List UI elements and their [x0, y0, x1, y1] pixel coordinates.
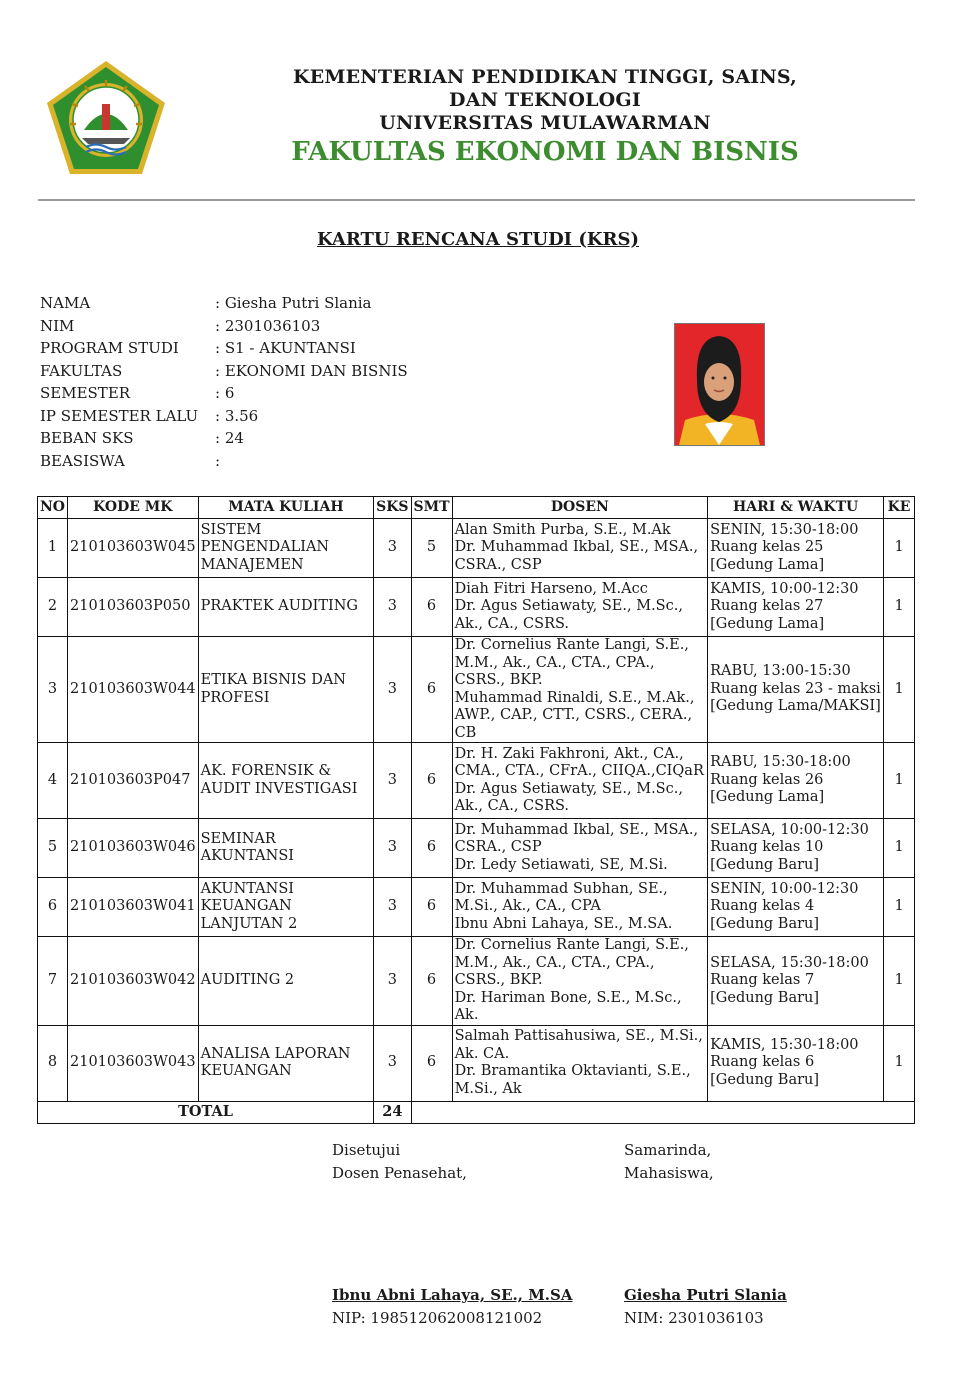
student-photo [674, 323, 765, 446]
cell-mata-kuliah: AK. FORENSIK & AUDIT INVESTIGASI [198, 743, 374, 819]
cell-kode: 210103603P050 [68, 578, 199, 637]
cell-mata-kuliah: AKUNTANSI KEUANGAN LANJUTAN 2 [198, 878, 374, 937]
schedule-room: Ruang kelas 10 [Gedung Baru] [710, 839, 824, 873]
schedule-room: Ruang kelas 26 [Gedung Lama] [710, 771, 825, 806]
cell-hari-waktu [708, 878, 884, 937]
cell-smt: 5 [411, 519, 452, 578]
cell-dosen [452, 637, 708, 743]
advisor-name: Ibnu Abni Lahaya, SE., M.SA [332, 1286, 573, 1304]
cell-sks: 3 [374, 878, 411, 937]
col-header-no: NO [38, 497, 68, 519]
cell-kode: 210103603W046 [68, 819, 199, 878]
university-seal-icon [44, 58, 168, 178]
cell-hari-waktu [708, 1025, 884, 1101]
table-row [38, 937, 915, 1026]
cell-hari-waktu [708, 819, 884, 878]
cell-smt: 6 [411, 937, 452, 1026]
student-role: Mahasiswa, [624, 1164, 714, 1182]
document-title: KARTU RENCANA STUDI (KRS) [316, 229, 639, 250]
info-value: : 6 [215, 384, 235, 402]
cell-sks: 3 [374, 519, 411, 578]
cell-no: 8 [38, 1025, 68, 1101]
cell-dosen [452, 1025, 708, 1101]
info-label: BEBAN SKS [40, 429, 134, 447]
cell-dosen [452, 519, 708, 578]
cell-sks: 3 [374, 937, 411, 1026]
table-row [38, 578, 915, 637]
student-nim: NIM: 2301036103 [624, 1309, 764, 1327]
col-header-smt: SMT [411, 497, 452, 519]
cell-sks: 3 [374, 1025, 411, 1101]
cell-hari-waktu [708, 743, 884, 819]
dosen-name: Muhammad Rinaldi, S.E., M.Ak., AWP., CAP., CTT., CSRS., CERA., CB [454, 689, 695, 741]
col-header-dosen: DOSEN [452, 497, 708, 519]
table-header-row [38, 497, 915, 519]
info-value: : 2301036103 [215, 316, 321, 335]
schedule-time: SELASA, 10:00-12:30 [710, 821, 869, 838]
cell-ke: 1 [884, 637, 915, 743]
sign-place: Samarinda, [624, 1141, 712, 1159]
dosen-name: Dr. Ledy Setiawati, SE, M.Si. [454, 856, 668, 873]
schedule-time: KAMIS, 10:00-12:30 [710, 580, 859, 597]
header-divider [38, 199, 915, 201]
info-label: NAMA [40, 294, 91, 312]
dosen-name: Ibnu Abni Lahaya, SE., M.SA. [454, 915, 673, 932]
cell-kode: 210103603W042 [68, 937, 199, 1026]
info-row-ip-semester [40, 405, 408, 428]
dosen-name: Dr. Muhammad Ikbal, SE., MSA., CSRA., CSP [454, 821, 699, 856]
dosen-name: Dr. H. Zaki Fakhroni, Akt., CA., CMA., CTA., CFrA., CIIQA.,CIQaR [454, 745, 704, 779]
info-label: SEMESTER [40, 384, 131, 402]
cell-ke: 1 [884, 1025, 915, 1101]
ministry-line-2: DAN TEKNOLOGI [449, 89, 641, 111]
cell-ke: 1 [884, 819, 915, 878]
cell-mata-kuliah: SEMINAR AKUNTANSI [198, 819, 374, 878]
cell-dosen [452, 819, 708, 878]
info-value: : 3.56 [215, 406, 259, 425]
cell-dosen [452, 578, 708, 637]
info-value: : [215, 451, 221, 470]
schedule-room: Ruang kelas 27 [Gedung Lama] [710, 598, 825, 632]
dosen-name: Dr. Bramantika Oktavianti, S.E., M.Si., Ak [454, 1063, 691, 1097]
cell-kode: 210103603W041 [68, 878, 199, 937]
table-row [38, 878, 915, 937]
schedule-room: Ruang kelas 4 [Gedung Baru] [710, 898, 820, 932]
info-value: : S1 - AKUNTANSI [215, 339, 356, 357]
info-row-program-studi [40, 337, 408, 360]
krs-table [37, 496, 915, 1124]
cell-ke: 1 [884, 878, 915, 937]
cell-ke: 1 [884, 937, 915, 1026]
advisor-signature-block [332, 1139, 467, 1185]
info-label: FAKULTAS [40, 361, 123, 380]
dosen-name: Alan Smith Purba, S.E., M.Ak [454, 521, 671, 538]
total-label: TOTAL [38, 1101, 374, 1123]
cell-mata-kuliah: ANALISA LAPORAN KEUANGAN [198, 1025, 374, 1101]
info-row-semester [40, 382, 408, 405]
cell-no: 6 [38, 878, 68, 937]
cell-smt: 6 [411, 819, 452, 878]
info-row-beban-sks [40, 427, 408, 450]
cell-smt: 6 [411, 878, 452, 937]
cell-no: 2 [38, 578, 68, 637]
col-header-mata-kuliah: MATA KULIAH [198, 497, 374, 519]
table-row [38, 637, 915, 743]
dosen-name: Dr. Muhammad Subhan, SE., M.Si., Ak., CA., CPA [454, 880, 668, 915]
dosen-name: Dr. Cornelius Rante Langi, S.E., M.M., Ak., CA., CTA., CPA., CSRS., BKP. [454, 637, 689, 688]
cell-mata-kuliah: SISTEM PENGENDALIAN MANAJEMEN [198, 519, 374, 578]
col-header-sks: SKS [374, 497, 411, 519]
advisor-nip: NIP: 198512062008121002 [332, 1309, 543, 1327]
col-header-hari-waktu: HARI & WAKTU [708, 497, 884, 519]
cell-smt: 6 [411, 637, 452, 743]
cell-dosen [452, 878, 708, 937]
col-header-kode: KODE MK [68, 497, 199, 519]
cell-kode: 210103603P047 [68, 743, 199, 819]
info-label: NIM [40, 316, 75, 335]
cell-dosen [452, 743, 708, 819]
info-row-nama [40, 292, 408, 315]
student-name-block [624, 1284, 787, 1330]
cell-ke: 1 [884, 519, 915, 578]
cell-mata-kuliah: PRAKTEK AUDITING [198, 578, 374, 637]
approval-label: Disetujui [332, 1141, 401, 1159]
cell-sks: 3 [374, 743, 411, 819]
dosen-name: Dr. Agus Setiawaty, SE., M.Sc., Ak., CA., CSRS. [454, 780, 683, 814]
total-sks: 24 [374, 1101, 411, 1123]
cell-no: 1 [38, 519, 68, 578]
cell-sks: 3 [374, 637, 411, 743]
schedule-room: Ruang kelas 23 - maksi [Gedung Lama/MAKSI] [710, 680, 881, 715]
ministry-line-1: KEMENTERIAN PENDIDIKAN TINGGI, SAINS, [293, 66, 797, 88]
info-value: : 24 [215, 429, 244, 447]
schedule-time: RABU, 13:00-15:30 [710, 663, 851, 680]
table-row [38, 1025, 915, 1101]
advisor-name-block [332, 1284, 573, 1330]
university-name: UNIVERSITAS MULAWARMAN [379, 112, 711, 134]
cell-smt: 6 [411, 578, 452, 637]
schedule-time: KAMIS, 15:30-18:00 [710, 1036, 859, 1053]
schedule-room: Ruang kelas 25 [Gedung Lama] [710, 539, 825, 573]
col-header-ke: KE [884, 497, 915, 519]
schedule-room: Ruang kelas 7 [Gedung Baru] [710, 972, 820, 1006]
student-signature-block [624, 1139, 714, 1185]
student-sign-name: Giesha Putri Slania [624, 1286, 787, 1304]
cell-hari-waktu [708, 937, 884, 1026]
dosen-name: Dr. Agus Setiawaty, SE., M.Sc., Ak., CA., CSRS. [454, 598, 683, 632]
total-row-filler [411, 1101, 914, 1123]
cell-no: 5 [38, 819, 68, 878]
info-row-fakultas [40, 360, 408, 383]
cell-dosen [452, 937, 708, 1026]
cell-kode: 210103603W044 [68, 637, 199, 743]
cell-kode: 210103603W043 [68, 1025, 199, 1101]
cell-mata-kuliah: ETIKA BISNIS DAN PROFESI [198, 637, 374, 743]
info-label: BEASISWA [40, 451, 125, 470]
schedule-time: SELASA, 15:30-18:00 [710, 954, 869, 971]
schedule-room: Ruang kelas 6 [Gedung Baru] [710, 1054, 820, 1088]
dosen-name: Dr. Hariman Bone, S.E., M.Sc., Ak. [454, 989, 682, 1023]
info-row-nim [40, 315, 408, 338]
cell-no: 7 [38, 937, 68, 1026]
cell-no: 3 [38, 637, 68, 743]
letterhead [290, 66, 800, 168]
dosen-name: Diah Fitri Harseno, M.Acc [454, 580, 648, 597]
faculty-name: FAKULTAS EKONOMI DAN BISNIS [291, 137, 799, 167]
schedule-time: SENIN, 10:00-12:30 [710, 880, 859, 897]
info-label: PROGRAM STUDI [40, 339, 179, 357]
dosen-name: Dr. Cornelius Rante Langi, S.E., M.M., Ak., CA., CTA., CPA., CSRS., BKP. [454, 937, 689, 988]
cell-sks: 3 [374, 819, 411, 878]
cell-kode: 210103603W045 [68, 519, 199, 578]
info-label: IP SEMESTER LALU [40, 406, 199, 425]
cell-ke: 1 [884, 743, 915, 819]
cell-sks: 3 [374, 578, 411, 637]
cell-hari-waktu [708, 637, 884, 743]
schedule-time: RABU, 15:30-18:00 [710, 754, 851, 771]
cell-no: 4 [38, 743, 68, 819]
table-row [38, 819, 915, 878]
schedule-time: SENIN, 15:30-18:00 [710, 521, 859, 538]
info-value: : EKONOMI DAN BISNIS [215, 361, 408, 380]
advisor-role: Dosen Penasehat, [332, 1164, 467, 1182]
dosen-name: Salmah Pattisahusiwa, SE., M.Si., Ak. CA. [454, 1028, 703, 1062]
table-row [38, 519, 915, 578]
dosen-name: Dr. Muhammad Ikbal, SE., MSA., CSRA., CSP [454, 539, 699, 573]
table-row [38, 743, 915, 819]
cell-hari-waktu [708, 578, 884, 637]
cell-smt: 6 [411, 1025, 452, 1101]
info-row-beasiswa [40, 450, 408, 473]
info-value: : Giesha Putri Slania [215, 294, 372, 312]
cell-hari-waktu [708, 519, 884, 578]
cell-smt: 6 [411, 743, 452, 819]
cell-ke: 1 [884, 578, 915, 637]
table-total-row [38, 1101, 915, 1123]
cell-mata-kuliah: AUDITING 2 [198, 937, 374, 1026]
student-info [40, 292, 408, 472]
